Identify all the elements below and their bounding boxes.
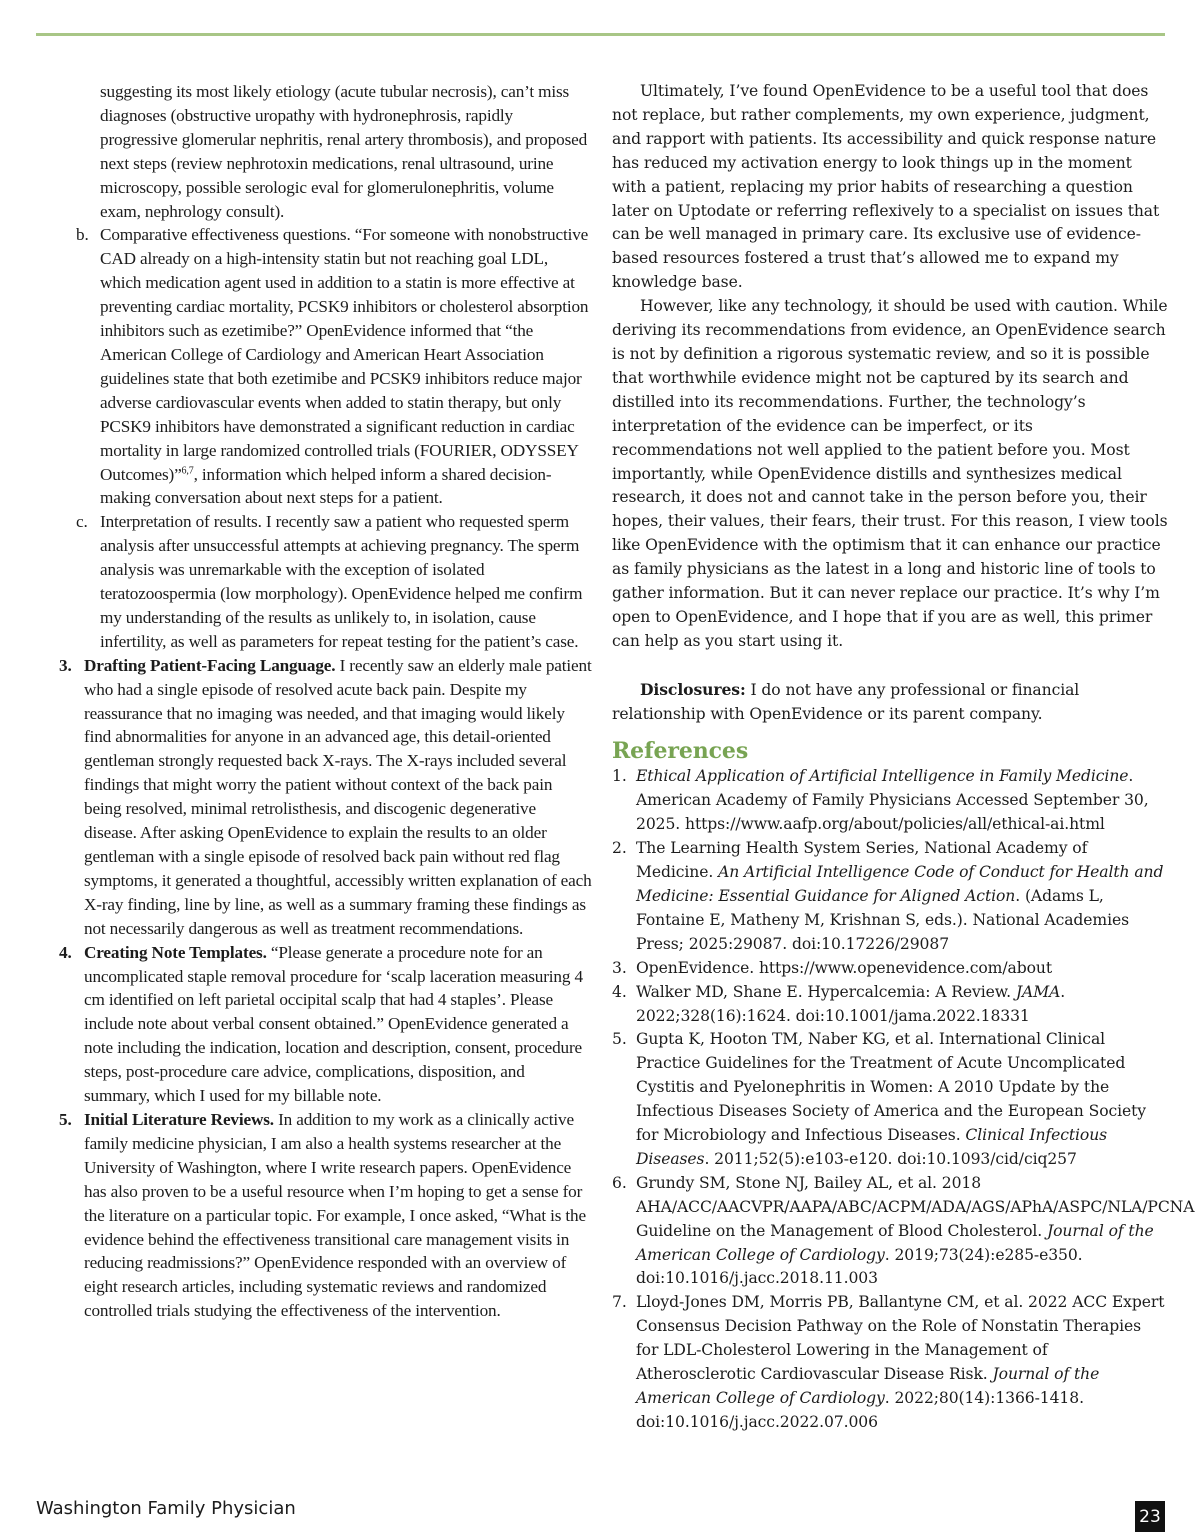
list-item-a-continuation: suggesting its most likely etiology (acute tubular necrosis), can’t miss diagnoses (obstructive uropathy with hydronephrosis, rapidly progressive glomerular nephritis, renal artery thrombosis), and proposed next steps (review nephrotoxin medications, renal ultrasound, urine microscopy, possible serologic eval for glomerulonephritis, volume exam, nephrology consult). <box>100 82 588 221</box>
citation-superscript: 6,7 <box>181 464 194 476</box>
reference-text: . 2019;73(24):e285-e350. doi:10.1016/j.jacc.2018.11.003 <box>636 1245 1083 1288</box>
references-list <box>612 765 1195 1434</box>
reference-number: 3. <box>612 958 627 977</box>
reference-title: Ethical Application of Artificial Intelligence in Family Medicine <box>636 767 1129 786</box>
reference-number: 1. <box>612 767 627 786</box>
list-item-4 <box>52 941 592 1108</box>
reference-item <box>612 1172 1195 1292</box>
reference-text: . 2011;52(5):e103-e120. doi:10.1093/cid/ciq257 <box>704 1149 1077 1168</box>
reference-title: Clinical Infectious Diseases <box>636 1126 1108 1168</box>
reference-text: Grundy SM, Stone NJ, Bailey AL, et al. 2018 AHA/ACC/AACVPR/AAPA/ABC/ACPM/ADA/AGS/APhA/ASPC/NLA/PCNA Guideline on the Management of Blood Cholesterol. <box>636 1173 1195 1240</box>
list-item-text: Comparative effectiveness questions. “For someone with nonobstructive CAD already on a high-intensity statin but not reaching goal LDL, which medication agent used in addition to a statin is more effective at preventing cardiac mortality, PCSK9 inhibitors or cholesterol absorption inhibitors such as ezetimibe?” OpenEvidence informed that “the American College of Cardiology and American Heart Association guidelines state that both ezetimibe and PCSK9 inhibitors reduce major adverse cardiovascular events when added to statin therapy, but only PCSK9 inhibitors have demonstrated a significant reduction in cardiac mortality in large randomized controlled trials (FOURIER, ODYSSEY Outcomes)” <box>100 225 589 484</box>
reference-text: Lloyd-Jones DM, Morris PB, Ballantyne CM, et al. 2022 ACC Expert Consensus Decision Pathway on the Role of Nonstatin Therapies for LDL-Cholesterol Lowering in the Management of Atherosclerotic Cardiovascular Disease Risk. <box>636 1293 1165 1384</box>
item-text: I recently saw an elderly male patient who had a single episode of resolved acute back pain. Despite my reassurance that no imaging was needed, and that imaging would likely find abnormalities for anyone in an advanced age, this detail-oriented gentleman strongly requested back X-rays. The X-rays included several findings that might worry the patient without context of the back pain being resolved, minimal retrolisthesis, and discogenic degenerative disease. After asking OpenEvidence to explain the results to an older gentleman with a single episode of resolved back pain without red flag symptoms, it generated a thoughtful, accessibly written explanation of each X-ray finding, line by line, as well as a summary framing these findings as not necessarily dangerous as well as treatment recommendations. <box>84 655 592 938</box>
reference-item <box>612 765 1168 837</box>
top-divider <box>36 33 1165 36</box>
item-heading: Initial Literature Reviews. <box>84 1109 274 1129</box>
disclosures-label: Disclosures: <box>640 679 746 699</box>
list-item-text: Interpretation of results. I recently saw a patient who requested sperm analysis after unsuccessful attempts at achieving pregnancy. The sperm analysis was unremarkable with the exception of isolated teratozoospermia (low morphology). OpenEvidence helped me confirm my understanding of the results as unlikely to, in isolation, cause infertility, as well as parameters for repeat testing for the patient’s case. <box>100 512 583 651</box>
reference-text: Walker MD, Shane E. Hypercalcemia: A Review. <box>636 982 1016 1001</box>
reference-item <box>612 981 1168 1029</box>
list-item-b <box>52 223 592 510</box>
reference-number: 7. <box>612 1293 627 1312</box>
footer-publication-title: Washington Family Physician <box>36 1498 296 1519</box>
list-item-5 <box>52 1108 592 1323</box>
reference-title: JAMA <box>1015 982 1061 1001</box>
disclosures-text: I do not have any professional or financial relationship with OpenEvidence or its parent company. <box>612 680 1080 723</box>
reference-text: . 2022;80(14):1366-1418. doi:10.1016/j.jacc.2022.07.006 <box>636 1389 1084 1431</box>
body-paragraph: Ultimately, I’ve found OpenEvidence to be a useful tool that does not replace, but rather complements, my own experience, judgment, and rapport with patients. Its accessibility and quick response nature has reduced my activation energy to look things up in the moment with a patient, replacing my prior habits of researching a question later on Uptodate or referring reflexively to a specialist on issues that can be well managed in primary care. Its exclusive use of evidence-based resources fostered a trust that’s allowed me to expand my knowledge base. <box>612 82 1160 292</box>
left-column <box>52 80 592 1323</box>
reference-item <box>612 957 1168 981</box>
list-number: 5. <box>59 1109 72 1129</box>
reference-item <box>612 837 1168 957</box>
reference-text: . (Adams L, Fontaine E, Matheny M, Krishnan S, eds.). National Academies Press; 2025:29087. doi:10.17226/29087 <box>636 886 1130 953</box>
reference-title: Journal of the American College of Cardiology <box>636 1365 1100 1408</box>
item-text: “Please generate a procedure note for an uncomplicated staple removal procedure for ‘scalp laceration measuring 4 cm identified on left parietal occipital scalp that had 4 staples’. Please include note about verbal consent obtained.” OpenEvidence generated a note including the indication, location and description, consent, procedure steps, post-procedure care advice, complications, disposition, and summary, which I used for my billable note. <box>84 942 583 1106</box>
list-number: 4. <box>59 942 72 962</box>
reference-item <box>612 1028 1168 1171</box>
reference-text: . American Academy of Family Physicians Accessed September 30, 2025. https://www.aafp.org/about/policies/all/ethical-ai.html <box>636 767 1149 834</box>
list-item-text-after: , information which helped inform a shared decision-making conversation about next steps for a patient. <box>100 464 552 508</box>
item-heading: Creating Note Templates. <box>84 942 267 962</box>
list-item-3 <box>52 654 592 941</box>
list-marker: b. <box>76 225 89 245</box>
body-paragraph: However, like any technology, it should be used with caution. While deriving its recommendations from evidence, an OpenEvidence search is not by definition a rigorous systematic review, and so it is possible that worthwhile evidence might not be captured by its search and distilled into its recommendations. Further, the technology’s interpretation of the evidence can be imperfect, or its recommendations not well applied to the patient before you. Most importantly, while OpenEvidence distills and synthesizes medical research, it does not and cannot take in the person before you, their hopes, their values, their fears, their trust. For this reason, I view tools like OpenEvidence with the optimism that it can enhance our practice as family physicians as the latest in a long and historic line of tools to gather information. But it can never replace our practice. It’s why I’m open to OpenEvidence, and I hope that if you are as well, this primer can help as you start using it. <box>612 297 1168 650</box>
reference-title: Journal of the American College of Cardiology <box>636 1221 1154 1264</box>
references-heading: References <box>612 738 749 765</box>
list-item-c <box>52 510 592 653</box>
page-number: 23 <box>1135 1501 1165 1532</box>
item-heading: Drafting Patient-Facing Language. <box>84 655 336 675</box>
reference-item <box>612 1291 1168 1434</box>
item-text: In addition to my work as a clinically active family medicine physician, I am also a health systems researcher at the University of Washington, where I write research papers. OpenEvidence has also proven to be a useful resource when I’m hoping to get a sense for the literature on a particular topic. For example, I once asked, “What is the evidence behind the effectiveness transitional care management visits in reducing readmissions?” OpenEvidence responded with an overview of eight research articles, including systematic reviews and randomized controlled trials studying the effectiveness of the intervention. <box>84 1109 586 1321</box>
reference-number: 2. <box>612 839 627 858</box>
list-number: 3. <box>59 655 72 675</box>
reference-text: OpenEvidence. https://www.openevidence.com/about <box>636 958 1052 977</box>
reference-text: The Learning Health System Series, National Academy of Medicine. <box>636 839 1088 882</box>
reference-number: 6. <box>612 1173 627 1192</box>
disclosures <box>612 678 1168 727</box>
right-column <box>612 80 1195 1435</box>
reference-number: 5. <box>612 1030 627 1049</box>
reference-number: 4. <box>612 982 627 1001</box>
list-marker: c. <box>76 512 88 532</box>
reference-title: An Artificial Intelligence Code of Conduct for Health and Medicine: Essential Guidance for Aligned Action <box>636 863 1164 905</box>
reference-text: . 2022;328(16):1624. doi:10.1001/jama.2022.18331 <box>636 982 1066 1025</box>
reference-text: Gupta K, Hooton TM, Naber KG, et al. International Clinical Practice Guidelines for the Treatment of Acute Uncomplicated Cystitis and Pyelonephritis in Women: A 2010 Update by the Infectious Diseases Society of America and the European Society for Microbiology and Infectious Diseases. <box>636 1030 1147 1145</box>
